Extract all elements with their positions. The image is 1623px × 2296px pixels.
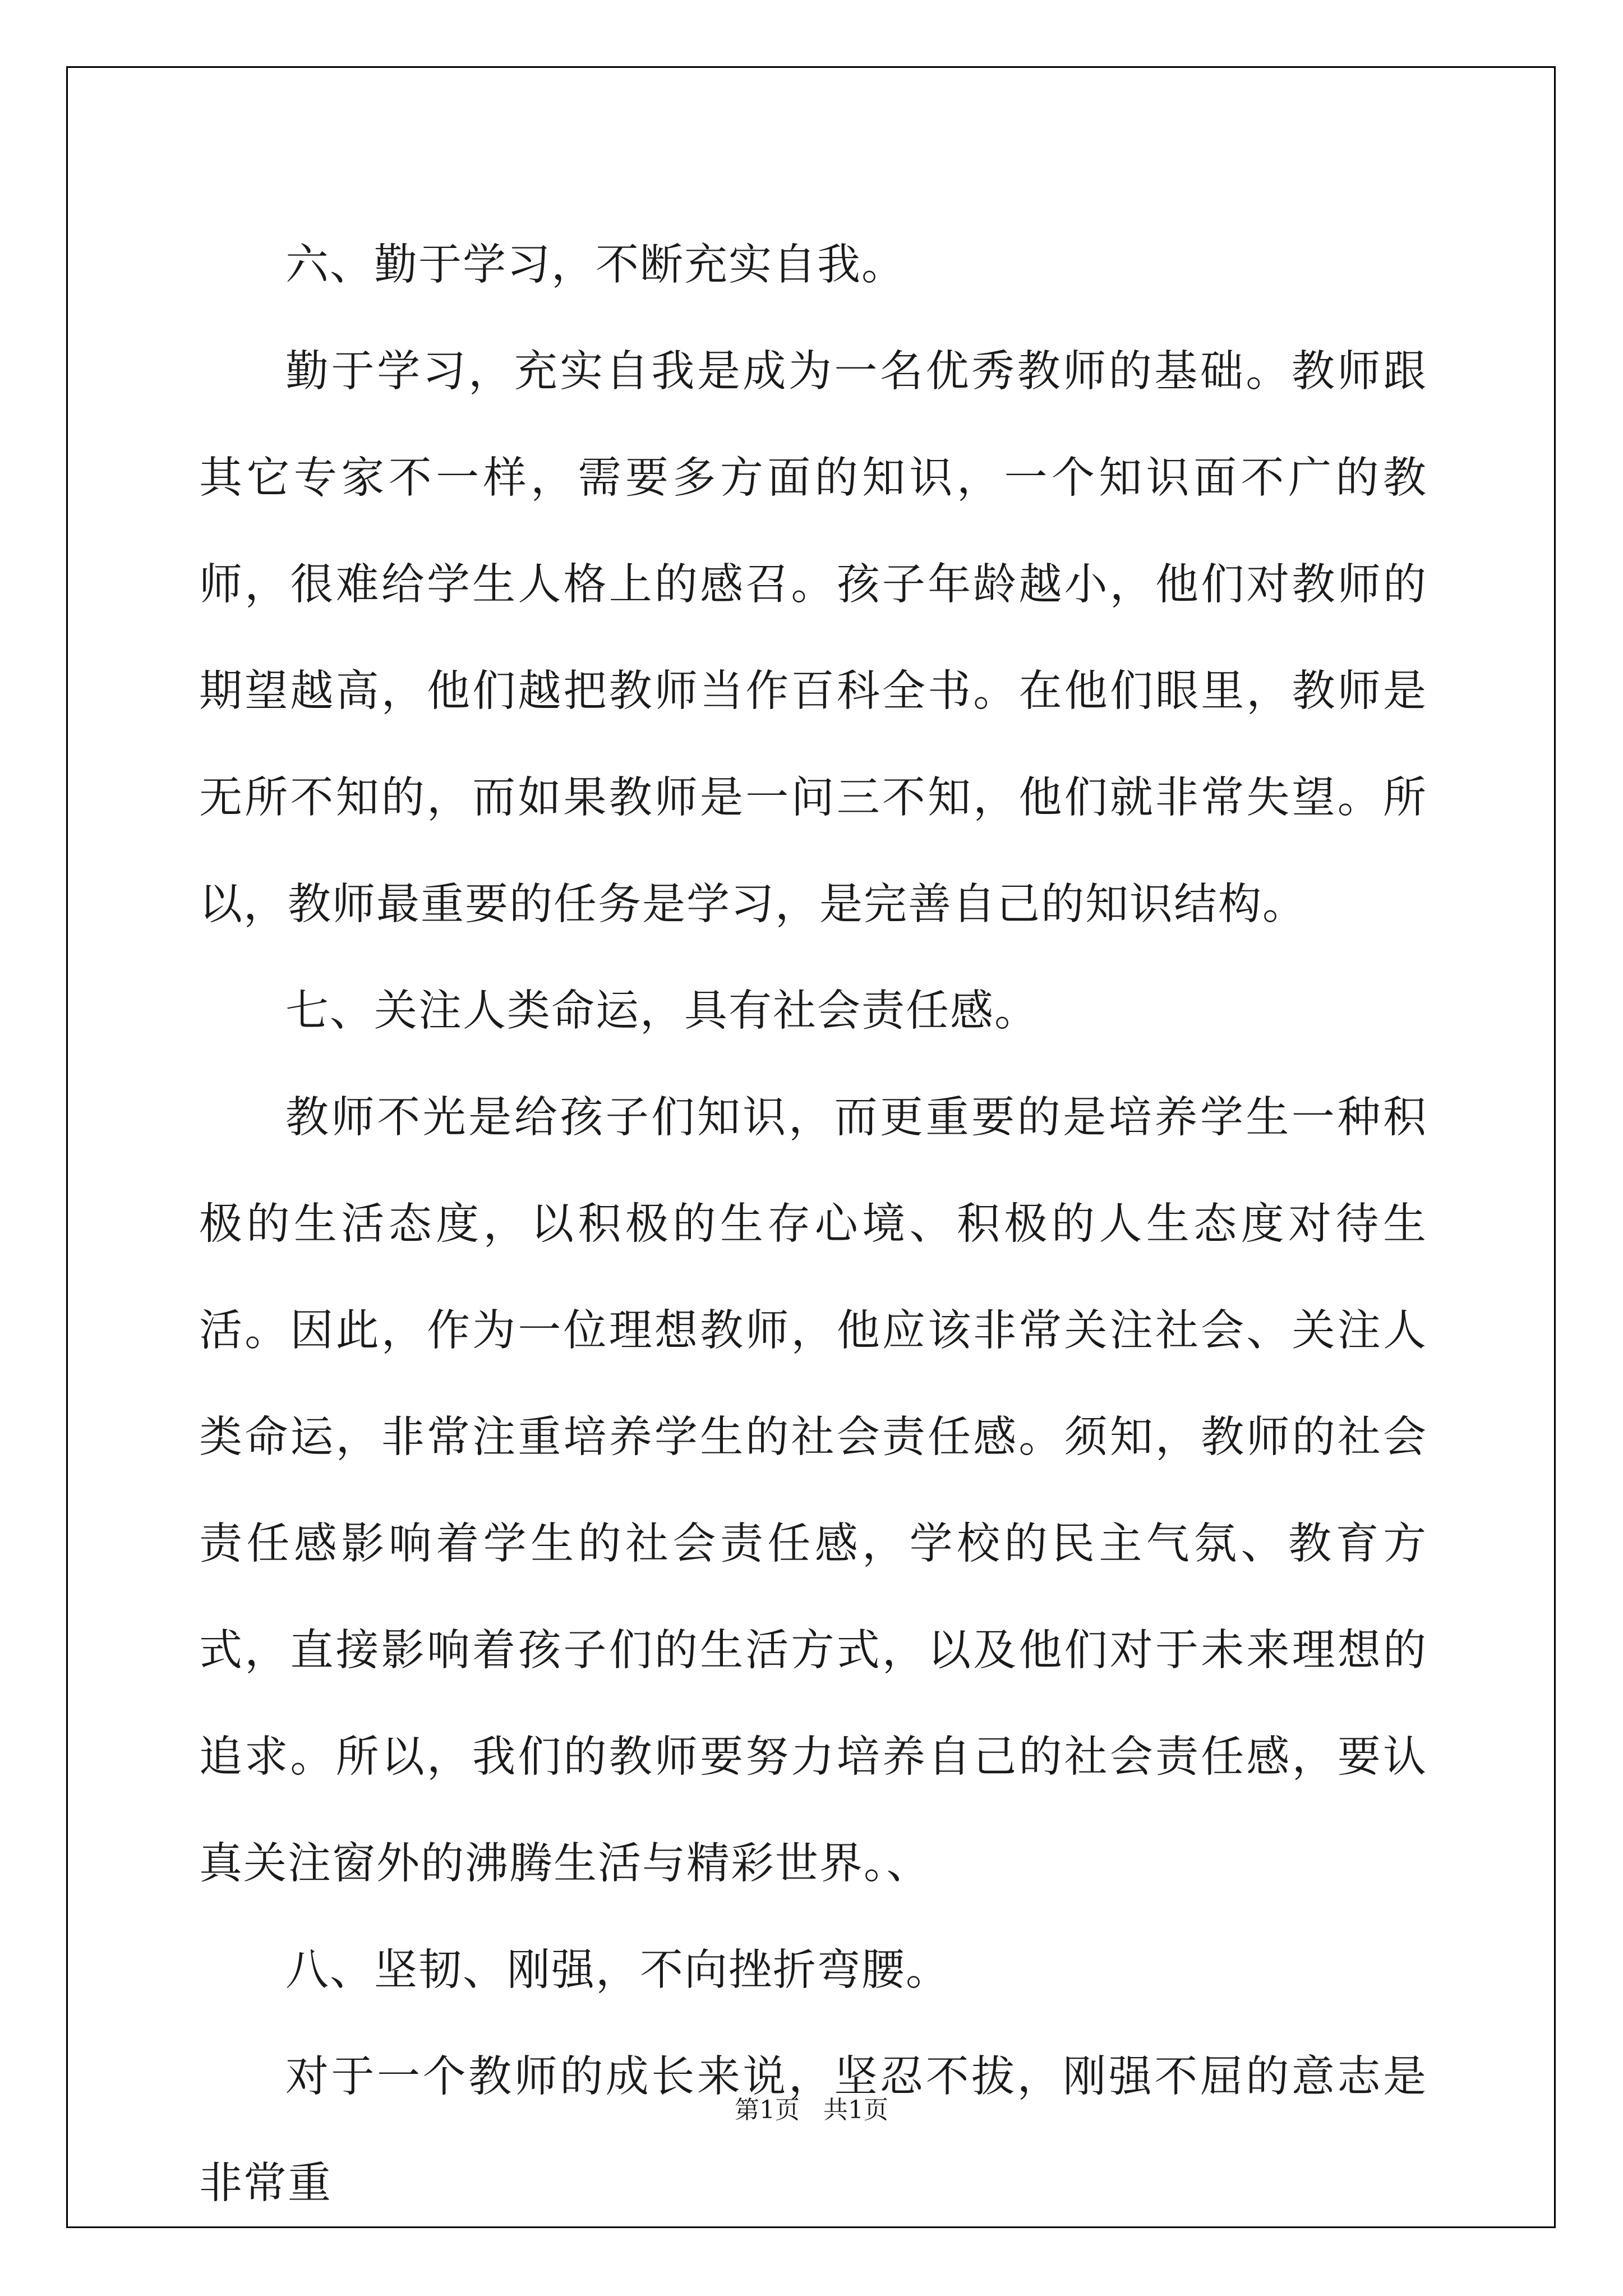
- heading-six: 六、勤于学习，不断充实自我。: [285, 240, 906, 290]
- document-body: [199, 212, 1427, 2237]
- paragraph-responsibility: 教师不光是给孩子们知识，而更重要的是培养学生一种积极的生活态度，以积极的生存心境、积极的人生态度对待生活。因此，作为一位理想教师，他应该非常关注社会、关注人类命运，非常注重培养学生的社会责任感。须知，教师的社会责任感影响着学生的社会责任感，学校的民主气氛、教育方式，直接影响着孩子们的生活方式，以及他们对于未来理想的追求。所以，我们的教师要努力培养自己的社会责任感，要认真关注窗外的沸腾生活与精彩世界。、: [199, 1093, 1427, 1889]
- heading-seven: 七、关注人类命运，具有社会责任感。: [285, 986, 1039, 1036]
- paragraph-perseverance: 对于一个教师的成长来说，坚忍不拔，刚强不屈的意志是非常重: [199, 2052, 1427, 2208]
- heading-eight: 八、坚韧、刚强，不向挫折弯腰。: [285, 1945, 950, 1995]
- paragraph-learning: 勤于学习，充实自我是成为一名优秀教师的基础。教师跟其它专家不一样，需要多方面的知识，一个知识面不广的教师，很难给学生人格上的感召。孩子年龄越小，他们对教师的期望越高，他们越把教师当作百科全书。在他们眼里，教师是无所不知的，而如果教师是一问三不知，他们就非常失望。所以，教师最重要的任务是学习，是完善自己的知识结构。: [199, 347, 1427, 930]
- page-footer: 第1页 共1页: [735, 2096, 888, 2124]
